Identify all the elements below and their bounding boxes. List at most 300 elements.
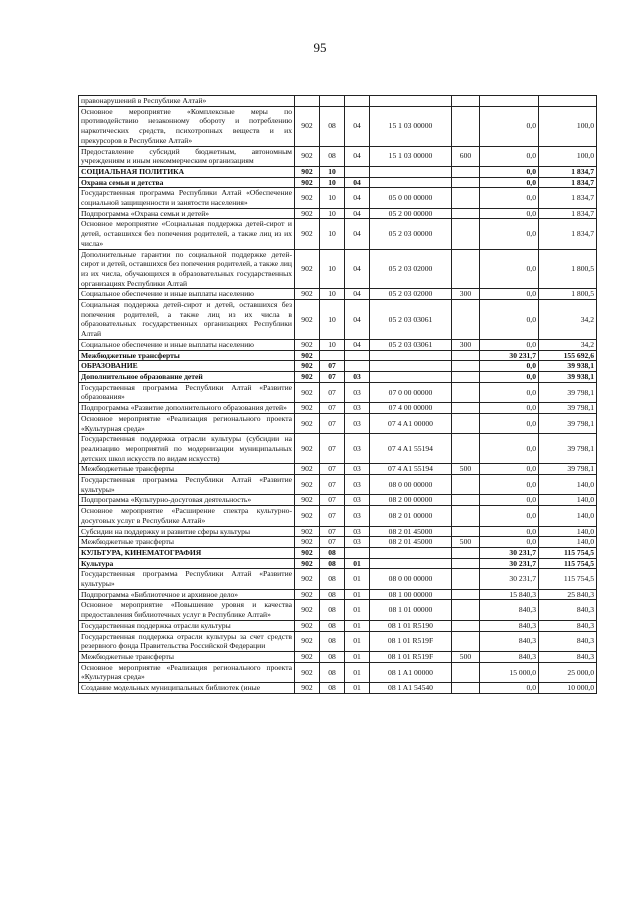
expense-name-cell: Государственная программа Республики Алтай «Развитие культуры»	[79, 569, 295, 589]
subsection-code-cell: 01	[345, 600, 370, 620]
admin-code-cell: 902	[295, 371, 320, 382]
expense-kind-cell	[452, 208, 480, 219]
amount-second-year-cell: 840,3	[539, 620, 597, 631]
expense-kind-cell	[452, 188, 480, 208]
table-row	[79, 651, 597, 662]
amount-second-year-cell: 140,0	[539, 495, 597, 506]
expense-name-cell: Подпрограмма «Развитие дополнительного образования детей»	[79, 403, 295, 414]
subsection-code-cell: 03	[345, 434, 370, 464]
table-row	[79, 569, 597, 589]
table-row	[79, 166, 597, 177]
amount-first-year-cell: 0,0	[480, 495, 539, 506]
admin-code-cell: 902	[295, 249, 320, 289]
amount-second-year-cell: 140,0	[539, 506, 597, 526]
section-code-cell: 07	[320, 413, 345, 433]
section-code-cell: 08	[320, 620, 345, 631]
table-row	[79, 495, 597, 506]
expense-name-cell: Государственная поддержка отрасли культуры	[79, 620, 295, 631]
amount-first-year-cell: 30 231,7	[480, 558, 539, 569]
target-article-cell: 08 1 01 R519F	[370, 651, 452, 662]
expense-kind-cell	[452, 106, 480, 146]
table-row	[79, 547, 597, 558]
target-article-cell: 07 4 00 00000	[370, 403, 452, 414]
section-code-cell: 08	[320, 106, 345, 146]
expense-kind-cell	[452, 96, 480, 107]
expense-name-cell: Основное мероприятие «Повышение уровня и качества предоставления библиотечных услуг в Республике Алтай»	[79, 600, 295, 620]
table-row	[79, 382, 597, 402]
amount-first-year-cell: 15 840,3	[480, 589, 539, 600]
table-row	[79, 413, 597, 433]
expense-kind-cell	[452, 589, 480, 600]
section-code-cell: 07	[320, 464, 345, 475]
section-code-cell: 08	[320, 547, 345, 558]
amount-first-year-cell: 0,0	[480, 146, 539, 166]
expense-name-cell: Межбюджетные трансферты	[79, 350, 295, 361]
target-article-cell: 08 1 A1 00000	[370, 662, 452, 682]
table-row	[79, 300, 597, 340]
amount-second-year-cell: 39 798,1	[539, 434, 597, 464]
subsection-code-cell	[345, 547, 370, 558]
expense-name-cell: Культура	[79, 558, 295, 569]
target-article-cell: 15 1 03 00000	[370, 146, 452, 166]
amount-first-year-cell: 0,0	[480, 219, 539, 249]
amount-second-year-cell: 115 754,5	[539, 569, 597, 589]
amount-second-year-cell: 1 834,7	[539, 166, 597, 177]
expense-kind-cell	[452, 371, 480, 382]
section-code-cell: 07	[320, 361, 345, 372]
admin-code-cell: 902	[295, 558, 320, 569]
target-article-cell: 07 4 A1 55194	[370, 464, 452, 475]
subsection-code-cell: 01	[345, 569, 370, 589]
target-article-cell: 05 2 03 02000	[370, 249, 452, 289]
subsection-code-cell: 04	[345, 249, 370, 289]
amount-first-year-cell: 30 231,7	[480, 350, 539, 361]
expense-kind-cell	[452, 547, 480, 558]
admin-code-cell: 902	[295, 434, 320, 464]
target-article-cell: 08 2 00 00000	[370, 495, 452, 506]
target-article-cell: 05 2 03 03061	[370, 339, 452, 350]
expense-kind-cell	[452, 600, 480, 620]
section-code-cell: 08	[320, 662, 345, 682]
amount-second-year-cell: 115 754,5	[539, 547, 597, 558]
expense-name-cell: Межбюджетные трансферты	[79, 537, 295, 548]
amount-second-year-cell	[539, 96, 597, 107]
amount-first-year-cell: 0,0	[480, 249, 539, 289]
table-row	[79, 339, 597, 350]
subsection-code-cell: 03	[345, 371, 370, 382]
section-code-cell	[320, 96, 345, 107]
target-article-cell	[370, 177, 452, 188]
subsection-code-cell: 03	[345, 403, 370, 414]
section-code-cell: 08	[320, 569, 345, 589]
expense-kind-cell: 300	[452, 339, 480, 350]
expense-kind-cell	[452, 662, 480, 682]
amount-first-year-cell: 0,0	[480, 506, 539, 526]
expense-name-cell: Дополнительное образование детей	[79, 371, 295, 382]
admin-code-cell: 902	[295, 413, 320, 433]
target-article-cell: 07 4 A1 00000	[370, 413, 452, 433]
table-row	[79, 146, 597, 166]
section-code-cell: 10	[320, 300, 345, 340]
admin-code-cell: 902	[295, 289, 320, 300]
expense-name-cell: Охрана семьи и детства	[79, 177, 295, 188]
target-article-cell: 07 0 00 00000	[370, 382, 452, 402]
section-code-cell: 08	[320, 146, 345, 166]
expense-name-cell: Основное мероприятие «Реализация регионального проекта «Культурная среда»	[79, 413, 295, 433]
expense-kind-cell	[452, 620, 480, 631]
expense-name-cell: Основное мероприятие «Комплексные меры по противодействию незаконному обороту и потреблению наркотических средств, психотропных веществ и их прекурсоров в Республике Алтай»	[79, 106, 295, 146]
expense-kind-cell	[452, 350, 480, 361]
table-row	[79, 403, 597, 414]
expense-name-cell: КУЛЬТУРА, КИНЕМАТОГРАФИЯ	[79, 547, 295, 558]
section-code-cell: 07	[320, 434, 345, 464]
budget-table	[78, 95, 597, 694]
amount-second-year-cell: 39 798,1	[539, 464, 597, 475]
table-row	[79, 683, 597, 694]
expense-kind-cell	[452, 683, 480, 694]
table-row	[79, 289, 597, 300]
expense-kind-cell: 300	[452, 289, 480, 300]
expense-name-cell: Основное мероприятие «Социальная поддержка детей-сирот и детей, оставшихся без попечения родителей, а также лиц из их числа»	[79, 219, 295, 249]
expense-kind-cell	[452, 413, 480, 433]
section-code-cell: 07	[320, 495, 345, 506]
amount-first-year-cell: 0,0	[480, 188, 539, 208]
admin-code-cell: 902	[295, 600, 320, 620]
target-article-cell: 08 1 00 00000	[370, 589, 452, 600]
admin-code-cell: 902	[295, 620, 320, 631]
amount-second-year-cell: 140,0	[539, 526, 597, 537]
expense-name-cell: Создание модельных муниципальных библиотек (иные	[79, 683, 295, 694]
amount-second-year-cell: 1 834,7	[539, 208, 597, 219]
subsection-code-cell: 01	[345, 589, 370, 600]
amount-second-year-cell: 840,3	[539, 631, 597, 651]
admin-code-cell: 902	[295, 662, 320, 682]
section-code-cell: 08	[320, 558, 345, 569]
expense-name-cell: Подпрограмма «Культурно-досуговая деятельность»	[79, 495, 295, 506]
table-row	[79, 620, 597, 631]
target-article-cell: 08 1 01 R5190	[370, 620, 452, 631]
admin-code-cell: 902	[295, 526, 320, 537]
expense-name-cell: Предоставление субсидий бюджетным, автономным учреждениям и иным некоммерческим организациям	[79, 146, 295, 166]
admin-code-cell: 902	[295, 219, 320, 249]
subsection-code-cell: 04	[345, 188, 370, 208]
section-code-cell	[320, 350, 345, 361]
admin-code-cell: 902	[295, 495, 320, 506]
target-article-cell: 08 1 A1 54540	[370, 683, 452, 694]
target-article-cell: 07 4 A1 55194	[370, 434, 452, 464]
section-code-cell: 08	[320, 651, 345, 662]
section-code-cell: 10	[320, 249, 345, 289]
section-code-cell: 10	[320, 219, 345, 249]
expense-kind-cell	[452, 300, 480, 340]
subsection-code-cell: 03	[345, 506, 370, 526]
target-article-cell: 08 0 00 00000	[370, 475, 452, 495]
page-number: 95	[313, 40, 327, 55]
amount-first-year-cell: 15 000,0	[480, 662, 539, 682]
amount-second-year-cell: 25 840,3	[539, 589, 597, 600]
admin-code-cell: 902	[295, 506, 320, 526]
section-code-cell: 10	[320, 177, 345, 188]
subsection-code-cell: 04	[345, 177, 370, 188]
table-row	[79, 188, 597, 208]
table-row	[79, 589, 597, 600]
expense-name-cell: СОЦИАЛЬНАЯ ПОЛИТИКА	[79, 166, 295, 177]
expense-kind-cell	[452, 558, 480, 569]
admin-code-cell: 902	[295, 361, 320, 372]
admin-code-cell: 902	[295, 166, 320, 177]
admin-code-cell: 902	[295, 651, 320, 662]
subsection-code-cell	[345, 350, 370, 361]
amount-first-year-cell: 0,0	[480, 526, 539, 537]
amount-second-year-cell: 140,0	[539, 475, 597, 495]
table-row	[79, 537, 597, 548]
subsection-code-cell	[345, 96, 370, 107]
amount-first-year-cell: 0,0	[480, 403, 539, 414]
table-row	[79, 631, 597, 651]
table-row	[79, 558, 597, 569]
expense-kind-cell: 500	[452, 651, 480, 662]
table-row	[79, 662, 597, 682]
subsection-code-cell: 03	[345, 537, 370, 548]
amount-first-year-cell: 0,0	[480, 208, 539, 219]
subsection-code-cell	[345, 166, 370, 177]
section-code-cell: 08	[320, 631, 345, 651]
amount-second-year-cell: 840,3	[539, 600, 597, 620]
expense-kind-cell	[452, 361, 480, 372]
target-article-cell	[370, 350, 452, 361]
target-article-cell: 05 2 03 03061	[370, 300, 452, 340]
amount-second-year-cell: 1 800,5	[539, 249, 597, 289]
amount-first-year-cell: 30 231,7	[480, 569, 539, 589]
subsection-code-cell: 01	[345, 662, 370, 682]
section-code-cell: 08	[320, 589, 345, 600]
table-row	[79, 106, 597, 146]
target-article-cell	[370, 361, 452, 372]
admin-code-cell: 902	[295, 464, 320, 475]
table-row	[79, 361, 597, 372]
section-code-cell: 08	[320, 600, 345, 620]
subsection-code-cell: 03	[345, 475, 370, 495]
amount-second-year-cell: 34,2	[539, 300, 597, 340]
amount-second-year-cell: 39 938,1	[539, 371, 597, 382]
section-code-cell: 07	[320, 403, 345, 414]
admin-code-cell: 902	[295, 403, 320, 414]
table-row	[79, 506, 597, 526]
amount-second-year-cell: 39 938,1	[539, 361, 597, 372]
amount-second-year-cell: 39 798,1	[539, 413, 597, 433]
subsection-code-cell	[345, 361, 370, 372]
amount-second-year-cell: 39 798,1	[539, 403, 597, 414]
target-article-cell: 05 2 03 02000	[370, 289, 452, 300]
section-code-cell: 07	[320, 382, 345, 402]
target-article-cell: 05 2 00 00000	[370, 208, 452, 219]
section-code-cell: 10	[320, 188, 345, 208]
subsection-code-cell: 03	[345, 495, 370, 506]
amount-second-year-cell: 39 798,1	[539, 382, 597, 402]
amount-second-year-cell: 1 834,7	[539, 177, 597, 188]
admin-code-cell: 902	[295, 177, 320, 188]
expense-name-cell: правонарушений в Республике Алтай»	[79, 96, 295, 107]
expense-kind-cell	[452, 177, 480, 188]
expense-name-cell: Подпрограмма «Охрана семьи и детей»	[79, 208, 295, 219]
amount-first-year-cell: 0,0	[480, 177, 539, 188]
subsection-code-cell: 04	[345, 289, 370, 300]
amount-second-year-cell: 1 800,5	[539, 289, 597, 300]
admin-code-cell: 902	[295, 350, 320, 361]
amount-first-year-cell: 0,0	[480, 166, 539, 177]
table-row	[79, 371, 597, 382]
budget-table-body	[79, 96, 597, 694]
admin-code-cell: 902	[295, 106, 320, 146]
expense-kind-cell	[452, 382, 480, 402]
expense-name-cell: Государственная программа Республики Алтай «Обеспечение социальной защищенности и занятости населения»	[79, 188, 295, 208]
amount-first-year-cell: 0,0	[480, 289, 539, 300]
expense-name-cell: Социальное обеспечение и иные выплаты населению	[79, 289, 295, 300]
amount-first-year-cell: 0,0	[480, 537, 539, 548]
expense-name-cell: Дополнительные гарантии по социальной поддержке детей-сирот и детей, оставшихся без попечения родителей, а также лиц из их числа, обучающихся в образовательных государственных организациях Республики Алтай	[79, 249, 295, 289]
amount-second-year-cell: 34,2	[539, 339, 597, 350]
subsection-code-cell: 01	[345, 631, 370, 651]
amount-first-year-cell: 840,3	[480, 600, 539, 620]
target-article-cell: 05 0 00 00000	[370, 188, 452, 208]
expense-kind-cell	[452, 219, 480, 249]
table-row	[79, 96, 597, 107]
admin-code-cell: 902	[295, 589, 320, 600]
target-article-cell	[370, 96, 452, 107]
admin-code-cell: 902	[295, 631, 320, 651]
subsection-code-cell: 01	[345, 651, 370, 662]
expense-name-cell: Межбюджетные трансферты	[79, 464, 295, 475]
amount-first-year-cell: 840,3	[480, 631, 539, 651]
expense-kind-cell: 600	[452, 146, 480, 166]
amount-second-year-cell: 1 834,7	[539, 188, 597, 208]
target-article-cell: 08 1 01 00000	[370, 600, 452, 620]
table-row	[79, 600, 597, 620]
subsection-code-cell: 03	[345, 382, 370, 402]
subsection-code-cell: 01	[345, 558, 370, 569]
target-article-cell: 08 0 00 00000	[370, 569, 452, 589]
table-row	[79, 350, 597, 361]
target-article-cell	[370, 547, 452, 558]
section-code-cell: 07	[320, 537, 345, 548]
expense-name-cell: Субсидии на поддержку и развитие сферы культуры	[79, 526, 295, 537]
expense-kind-cell: 500	[452, 464, 480, 475]
expense-name-cell: ОБРАЗОВАНИЕ	[79, 361, 295, 372]
amount-second-year-cell: 25 000,0	[539, 662, 597, 682]
amount-first-year-cell: 0,0	[480, 413, 539, 433]
expense-kind-cell	[452, 569, 480, 589]
amount-first-year-cell: 0,0	[480, 300, 539, 340]
admin-code-cell: 902	[295, 146, 320, 166]
subsection-code-cell: 01	[345, 683, 370, 694]
table-row	[79, 208, 597, 219]
section-code-cell: 07	[320, 475, 345, 495]
table-row	[79, 526, 597, 537]
section-code-cell: 10	[320, 339, 345, 350]
target-article-cell: 08 2 01 00000	[370, 506, 452, 526]
admin-code-cell: 902	[295, 208, 320, 219]
target-article-cell: 05 2 03 00000	[370, 219, 452, 249]
subsection-code-cell: 04	[345, 208, 370, 219]
admin-code-cell: 902	[295, 382, 320, 402]
subsection-code-cell: 03	[345, 413, 370, 433]
amount-second-year-cell: 115 754,5	[539, 558, 597, 569]
admin-code-cell: 902	[295, 537, 320, 548]
section-code-cell: 10	[320, 289, 345, 300]
table-row	[79, 464, 597, 475]
expense-kind-cell	[452, 403, 480, 414]
amount-first-year-cell: 0,0	[480, 434, 539, 464]
amount-second-year-cell: 10 000,0	[539, 683, 597, 694]
amount-first-year-cell: 0,0	[480, 339, 539, 350]
admin-code-cell: 902	[295, 339, 320, 350]
expense-kind-cell: 500	[452, 537, 480, 548]
expense-kind-cell	[452, 495, 480, 506]
admin-code-cell: 902	[295, 188, 320, 208]
amount-second-year-cell: 100,0	[539, 106, 597, 146]
amount-first-year-cell: 0,0	[480, 371, 539, 382]
amount-first-year-cell	[480, 96, 539, 107]
target-article-cell: 08 2 01 45000	[370, 537, 452, 548]
expense-kind-cell	[452, 166, 480, 177]
admin-code-cell: 902	[295, 683, 320, 694]
expense-name-cell: Межбюджетные трансферты	[79, 651, 295, 662]
section-code-cell: 07	[320, 506, 345, 526]
target-article-cell: 08 1 01 R519F	[370, 631, 452, 651]
subsection-code-cell: 04	[345, 219, 370, 249]
subsection-code-cell: 03	[345, 464, 370, 475]
amount-first-year-cell: 0,0	[480, 683, 539, 694]
table-row	[79, 434, 597, 464]
expense-kind-cell	[452, 526, 480, 537]
amount-first-year-cell: 840,3	[480, 651, 539, 662]
admin-code-cell: 902	[295, 475, 320, 495]
amount-second-year-cell: 140,0	[539, 537, 597, 548]
amount-first-year-cell: 0,0	[480, 382, 539, 402]
section-code-cell: 08	[320, 683, 345, 694]
amount-first-year-cell: 30 231,7	[480, 547, 539, 558]
amount-second-year-cell: 155 692,6	[539, 350, 597, 361]
subsection-code-cell: 04	[345, 146, 370, 166]
expense-name-cell: Государственная программа Республики Алтай «Развитие образования»	[79, 382, 295, 402]
table-row	[79, 475, 597, 495]
target-article-cell	[370, 371, 452, 382]
table-row	[79, 177, 597, 188]
subsection-code-cell: 04	[345, 300, 370, 340]
expense-name-cell: Социальная поддержка детей-сирот и детей, оставшихся без попечения родителей, а также лиц из их числа в образовательных государственных организациях Республики Алтай	[79, 300, 295, 340]
amount-first-year-cell: 840,3	[480, 620, 539, 631]
subsection-code-cell: 04	[345, 106, 370, 146]
admin-code-cell: 902	[295, 569, 320, 589]
expense-kind-cell	[452, 475, 480, 495]
expense-kind-cell	[452, 249, 480, 289]
section-code-cell: 07	[320, 371, 345, 382]
amount-second-year-cell: 100,0	[539, 146, 597, 166]
expense-kind-cell	[452, 434, 480, 464]
admin-code-cell: 902	[295, 300, 320, 340]
expense-name-cell: Основное мероприятие «Реализация регионального проекта «Культурная среда»	[79, 662, 295, 682]
target-article-cell: 15 1 03 00000	[370, 106, 452, 146]
expense-name-cell: Подпрограмма «Библиотечное и архивное дело»	[79, 589, 295, 600]
subsection-code-cell: 03	[345, 526, 370, 537]
admin-code-cell: 902	[295, 547, 320, 558]
amount-second-year-cell: 1 834,7	[539, 219, 597, 249]
section-code-cell: 10	[320, 166, 345, 177]
target-article-cell	[370, 558, 452, 569]
expense-name-cell: Основное мероприятие «Расширение спектра культурно-досуговых услуг в Республике Алтай»	[79, 506, 295, 526]
amount-first-year-cell: 0,0	[480, 464, 539, 475]
amount-first-year-cell: 0,0	[480, 361, 539, 372]
